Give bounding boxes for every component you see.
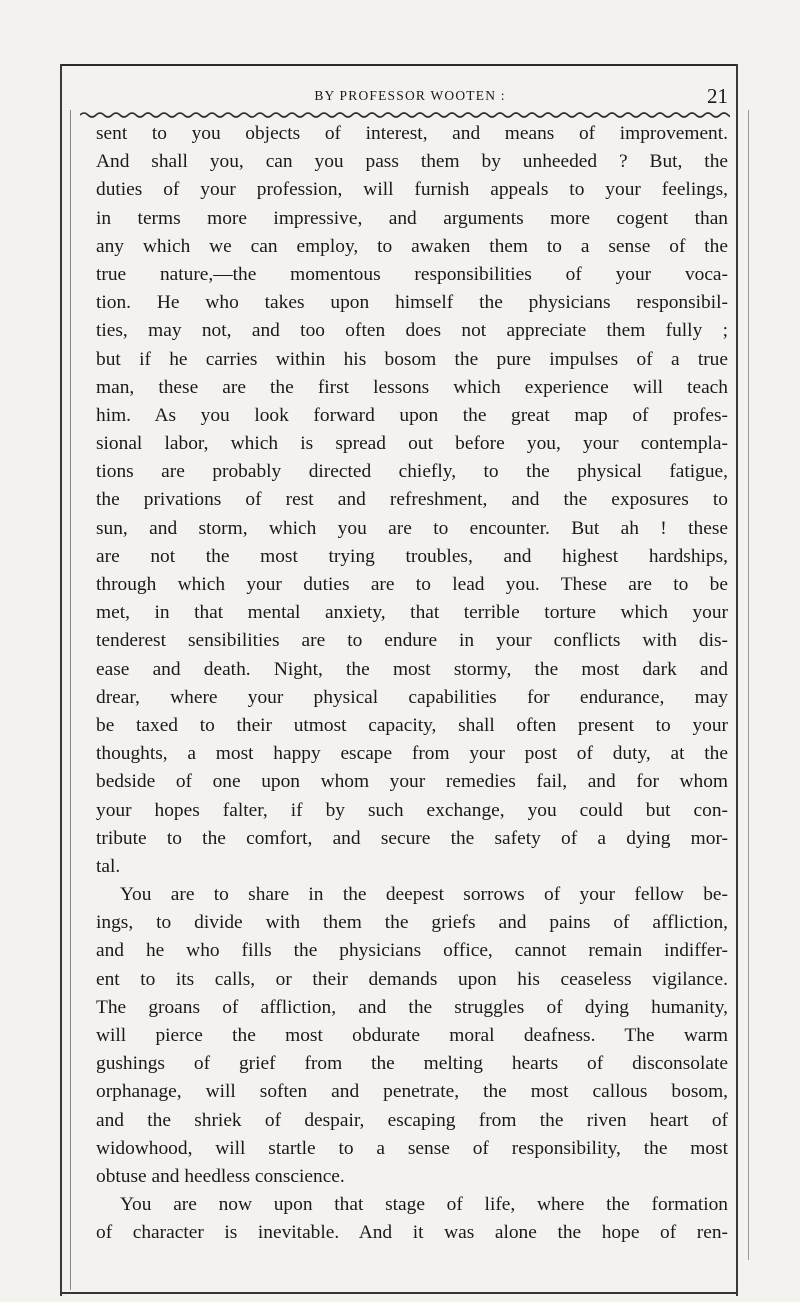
text-line: ties, may not, and too often does not appreciate them fully ;	[96, 320, 728, 342]
text-line: met, in that mental anxiety, that terrible torture which your	[96, 602, 728, 624]
page-header	[90, 86, 730, 112]
text-line: duties of your profession, will furnish appeals to your feelings,	[96, 179, 728, 201]
text-line: sun, and storm, which you are to encounter. But ah ! these	[96, 517, 728, 539]
text-line: widowhood, will startle to a sense of responsibility, the most	[96, 1137, 728, 1159]
text-line: tions are probably directed chiefly, to the physical fatigue,	[96, 461, 728, 483]
text-line: bedside of one upon whom your remedies fail, and for whom	[96, 771, 728, 793]
text-line: be taxed to their utmost capacity, shall often present to your	[96, 714, 728, 736]
text-line: The groans of affliction, and the struggles of dying humanity,	[96, 996, 728, 1018]
page-border-bottom	[62, 1292, 738, 1294]
page-border-left-inner	[70, 110, 71, 1290]
text-line: tribute to the comfort, and secure the safety of a dying mor-	[96, 827, 728, 849]
text-line: drear, where your physical capabilities for endurance, may	[96, 686, 728, 708]
page-border-left	[60, 64, 62, 1296]
page-number: 21	[707, 84, 728, 108]
page-border-right	[736, 64, 738, 1296]
text-line: sent to you objects of interest, and means of improvement.	[96, 123, 728, 144]
text-line: You are now upon that stage of life, where the formation	[120, 1194, 728, 1216]
text-line: thoughts, a most happy escape from your post of duty, at the	[96, 743, 728, 765]
text-line: sional labor, which is spread out before you, your contempla-	[96, 433, 728, 455]
text-line: tion. He who takes upon himself the physicians responsibil-	[96, 292, 728, 314]
page-border-top	[62, 64, 738, 66]
text-line: and the shriek of despair, escaping from the riven heart of	[96, 1109, 728, 1131]
text-line: orphanage, will soften and penetrate, the most callous bosom,	[96, 1081, 728, 1103]
text-line: tal.	[96, 855, 121, 877]
text-line: You are to share in the deepest sorrows of your fellow be-	[120, 884, 728, 906]
text-line: him. As you look forward upon the great map of profes-	[96, 404, 728, 426]
text-line: and he who fills the physicians office, cannot remain indiffer-	[96, 940, 728, 962]
wavy-header-rule	[80, 110, 730, 120]
text-line: in terms more impressive, and arguments more cogent than	[96, 207, 728, 229]
running-head: BY PROFESSOR WOOTEN :	[314, 88, 506, 103]
text-line: ease and death. Night, the most stormy, the most dark and	[96, 658, 728, 680]
text-line: tenderest sensibilities are to endure in your conflicts with dis-	[96, 630, 728, 652]
text-line: but if he carries within his bosom the pure impulses of a true	[96, 348, 728, 370]
text-line: any which we can employ, to awaken them to a sense of the	[96, 235, 728, 257]
page-border-right-inner	[748, 110, 749, 1260]
text-line: ings, to divide with them the griefs and pains of affliction,	[96, 912, 728, 934]
text-line: of character is inevitable. And it was alone the hope of ren-	[96, 1222, 728, 1244]
text-line: through which your duties are to lead you. These are to be	[96, 574, 728, 595]
text-line: your hopes falter, if by such exchange, you could but con-	[96, 799, 728, 821]
text-line: are not the most trying troubles, and highest hardships,	[96, 545, 728, 567]
text-line: the privations of rest and refreshment, and the exposures to	[96, 489, 728, 511]
text-line: man, these are the first lessons which experience will teach	[96, 376, 728, 398]
text-line: true nature,—the momentous responsibilities of your voca-	[96, 263, 728, 285]
text-line: obtuse and heedless conscience.	[96, 1165, 345, 1187]
text-line: gushings of grief from the melting hearts of disconsolate	[96, 1053, 728, 1075]
text-line: ent to its calls, or their demands upon his ceaseless vigilance.	[96, 968, 728, 990]
text-line: will pierce the most obdurate moral deafness. The warm	[96, 1025, 728, 1046]
text-line: And shall you, can you pass them by unheeded ? But, the	[96, 151, 728, 173]
body-text	[96, 120, 728, 1248]
